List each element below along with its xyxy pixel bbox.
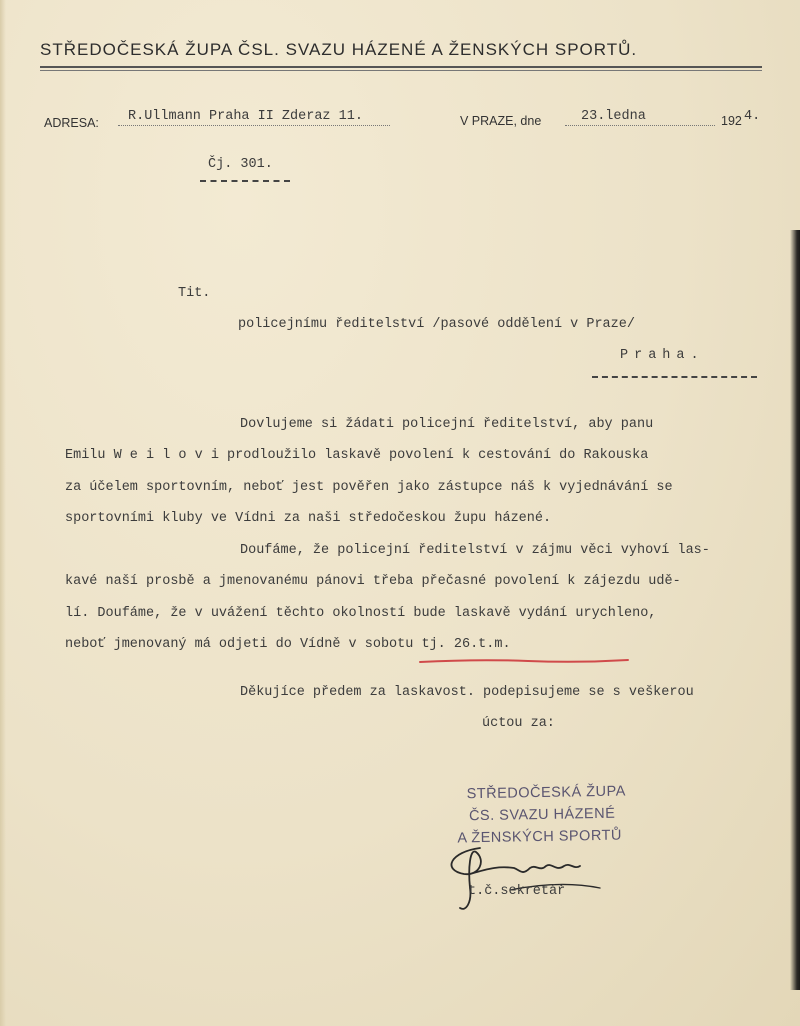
body-line: sportovními kluby ve Vídni za naši středočeskou župu házené. — [65, 511, 552, 526]
body-line: za účelem sportovním, neboť jest pověřen jako zástupce náš k vyjednávání se — [65, 480, 673, 495]
closing-line: úctou za: — [482, 716, 555, 731]
stamp-line: A ŽENSKÝCH SPORTŮ — [457, 827, 623, 847]
adresa-label: ADRESA: — [44, 116, 99, 130]
stamp-line: ČS. SVAZU HÁZENÉ — [468, 805, 616, 825]
body-line: lí. Doufáme, že v uvážení těchto okolností bude laskavě vydání urychleno, — [65, 606, 657, 621]
signature-role: t.č.sekretář — [468, 884, 566, 899]
body-line: neboť jmenovaný má odjeti do Vídně v sobotu tj. 26.t.m. — [65, 637, 511, 652]
body-line: Doufáme, že policejní ředitelství v zájmu věci vyhoví las- — [240, 543, 710, 558]
red-pencil-underline — [418, 658, 630, 664]
place-date-label: V PRAZE, dne — [460, 114, 542, 128]
year-typed-digit: 4. — [744, 109, 761, 124]
date-value: 23.ledna — [581, 109, 646, 124]
adresa-dotted-line — [118, 125, 390, 126]
recipient-city-underline — [592, 376, 757, 378]
reference-number: Čj. 301. — [208, 157, 273, 172]
adresa-value: R.Ullmann Praha II Zderaz 11. — [128, 109, 363, 124]
body-line: kavé naší prosbě a jmenovanému pánovi třeba přečasné povolení k zájezdu udě- — [65, 574, 681, 589]
letterhead-title: STŘEDOČESKÁ ŽUPA ČSL. SVAZU HÁZENÉ A ŽENSKÝCH SPORTŮ. — [40, 40, 638, 59]
handwritten-signature — [440, 838, 610, 918]
body-line: Emilu W e i l o v i prodloužilo laskavě povolení k cestování do Rakouska — [65, 448, 649, 463]
salutation-tit: Tit. — [178, 286, 211, 301]
stamp-line: STŘEDOČESKÁ ŽUPA — [466, 783, 626, 803]
date-dotted-line — [565, 125, 715, 126]
paper-left-shade — [0, 0, 6, 1026]
closing-line: Děkujíce předem za laskavost. podepisujeme se s veškerou — [240, 685, 694, 700]
paper-edge-shadow — [790, 230, 800, 990]
year-printed: 192 — [721, 114, 742, 128]
reference-underline — [200, 180, 290, 182]
recipient-city: Praha. — [620, 348, 705, 363]
letterhead-rule-thick — [40, 66, 762, 68]
letterhead-rule-thin — [40, 70, 762, 71]
body-line: Dovlujeme si žádati policejní ředitelství, aby panu — [240, 417, 654, 432]
recipient-line: policejnímu ředitelství /pasové oddělení v Praze/ — [238, 317, 635, 332]
